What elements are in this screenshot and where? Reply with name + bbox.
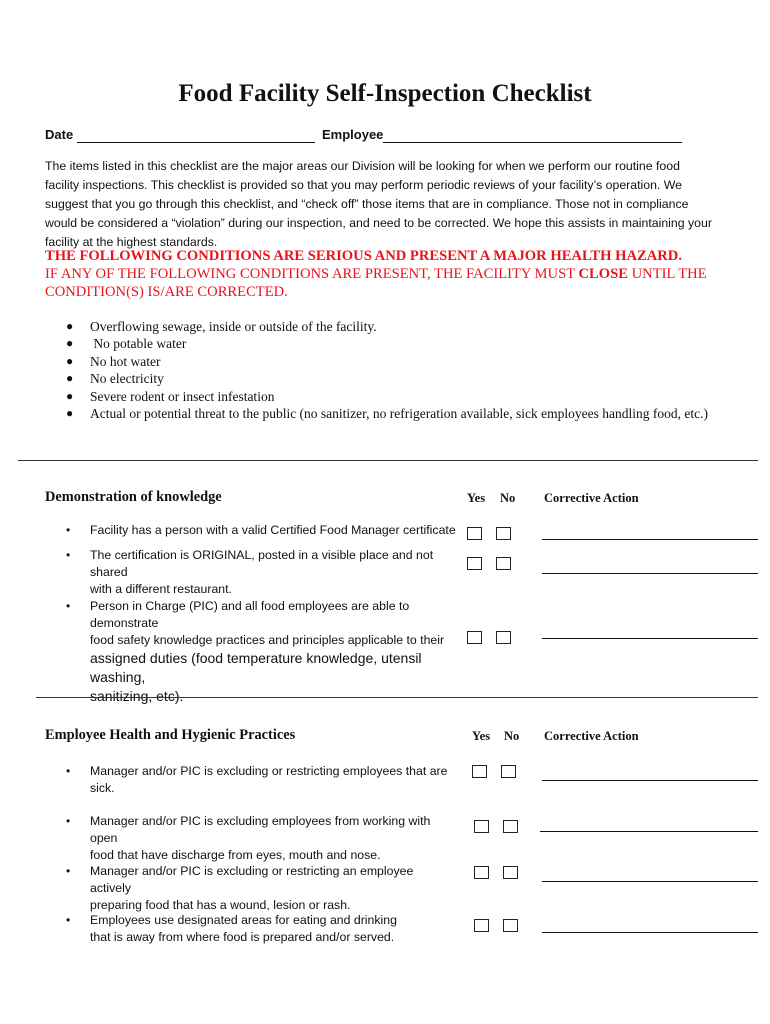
bullet-icon: • bbox=[66, 814, 71, 828]
bullet-icon: ● bbox=[66, 388, 74, 403]
list-item: ● No potable water bbox=[66, 336, 187, 352]
hazard-warning-body-before: IF ANY OF THE FOLLOWING CONDITIONS ARE PRESENT, THE FACILITY MUST bbox=[45, 266, 575, 282]
no-checkbox[interactable] bbox=[503, 820, 518, 833]
checklist-item: • The certification is ORIGINAL, posted in a visible place and not shared with a different restaurant. bbox=[66, 548, 434, 596]
list-item: ● Overflowing sewage, inside or outside of the facility. bbox=[66, 319, 377, 334]
hazard-list bbox=[0, 318, 770, 422]
corrective-action-header: Corrective Action bbox=[544, 729, 639, 743]
no-checkbox[interactable] bbox=[496, 631, 511, 644]
bullet-icon: ● bbox=[66, 336, 74, 351]
no-checkbox[interactable] bbox=[496, 557, 511, 570]
checklist-item: • Person in Charge (PIC) and all food employees are able to demonstrate food safety knowledge practices and principles applicable to their assigned duties (food temperature knowledge, utensil washing, sanitizing, etc). bbox=[66, 599, 445, 704]
checklist-item: • Manager and/or PIC is excluding or restricting an employee actively preparing food that has a wound, lesion or rash. bbox=[66, 864, 414, 912]
date-field[interactable] bbox=[77, 142, 315, 143]
section-title-employee-health: Employee Health and Hygienic Practices bbox=[45, 727, 296, 743]
bullet-icon: • bbox=[66, 764, 71, 778]
no-checkbox[interactable] bbox=[501, 765, 516, 778]
hazard-warning-body-after: UNTIL THE CONDITION(S) IS/ARE CORRECTED. bbox=[45, 266, 707, 300]
bullet-icon: • bbox=[66, 523, 71, 537]
section-divider bbox=[18, 460, 758, 461]
corrective-action-header: Corrective Action bbox=[544, 491, 639, 505]
corrective-action-field[interactable] bbox=[542, 932, 758, 933]
bullet-icon: ● bbox=[66, 319, 74, 333]
no-checkbox[interactable] bbox=[496, 527, 511, 540]
bullet-icon: ● bbox=[66, 353, 74, 368]
hazard-warning-close-word: CLOSE bbox=[578, 266, 628, 282]
yes-checkbox[interactable] bbox=[474, 820, 489, 833]
corrective-action-field[interactable] bbox=[542, 881, 758, 882]
list-item: ● No electricity bbox=[66, 371, 164, 387]
corrective-action-field[interactable] bbox=[542, 638, 758, 639]
checklist-item: • Manager and/or PIC is excluding or restricting employees that are sick. bbox=[66, 764, 448, 795]
checklist-item: • Employees use designated areas for eating and drinking that is away from where food is prepared and/or served. bbox=[66, 913, 397, 944]
date-label: Date bbox=[45, 127, 74, 142]
bullet-icon: • bbox=[66, 548, 71, 562]
hazard-warning-headline: THE FOLLOWING CONDITIONS ARE SERIOUS AND PRESENT A MAJOR HEALTH HAZARD. bbox=[45, 248, 682, 264]
yes-checkbox[interactable] bbox=[474, 866, 489, 879]
yes-checkbox[interactable] bbox=[467, 557, 482, 570]
corrective-action-field[interactable] bbox=[542, 573, 758, 574]
bullet-icon: • bbox=[66, 599, 71, 613]
yes-checkbox[interactable] bbox=[467, 631, 482, 644]
corrective-action-field[interactable] bbox=[540, 831, 758, 832]
corrective-action-field[interactable] bbox=[542, 780, 758, 781]
no-column-header: No bbox=[504, 729, 520, 743]
employee-label: Employee bbox=[322, 127, 384, 142]
list-item: ● No hot water bbox=[66, 353, 161, 369]
no-checkbox[interactable] bbox=[503, 866, 518, 879]
bullet-icon: • bbox=[66, 913, 71, 927]
corrective-action-field[interactable] bbox=[542, 539, 758, 540]
no-checkbox[interactable] bbox=[503, 919, 518, 932]
list-item: ● Actual or potential threat to the public (no sanitizer, no refrigeration available, sick employees handling food, etc.) bbox=[66, 405, 708, 421]
section-divider bbox=[36, 697, 758, 698]
bullet-icon: • bbox=[66, 864, 71, 878]
intro-paragraph: The items listed in this checklist are the major areas our Division will be looking for when we perform our routine food facility inspections. This checklist is provided so that you may perform periodic reviews of your facility’s operation. We suggest that you go through this checklist, and “check off” those items that are in compliance. Those not in compliance would be considered a “violation” during our inspection, and need to be corrected. We hope this assists in maintaining your facility at the highest standards. bbox=[45, 159, 712, 249]
bullet-icon: ● bbox=[66, 405, 74, 420]
bullet-icon: ● bbox=[66, 371, 74, 386]
employee-field[interactable] bbox=[383, 142, 682, 143]
hazard-warning bbox=[45, 247, 745, 301]
yes-column-header: Yes bbox=[467, 491, 486, 505]
yes-checkbox[interactable] bbox=[467, 527, 482, 540]
page-title: Food Facility Self-Inspection Checklist bbox=[178, 80, 592, 107]
yes-checkbox[interactable] bbox=[474, 919, 489, 932]
list-item: ● Severe rodent or insect infestation bbox=[66, 388, 275, 404]
checklist-item: • Manager and/or PIC is excluding employees from working with open food that have discharge from eyes, mouth and nose. bbox=[66, 814, 431, 862]
no-column-header: No bbox=[500, 491, 516, 505]
section-title-knowledge: Demonstration of knowledge bbox=[45, 489, 222, 505]
yes-checkbox[interactable] bbox=[472, 765, 487, 778]
yes-column-header: Yes bbox=[472, 729, 491, 743]
checklist-item: • Facility has a person with a valid Certified Food Manager certificate bbox=[66, 523, 456, 537]
